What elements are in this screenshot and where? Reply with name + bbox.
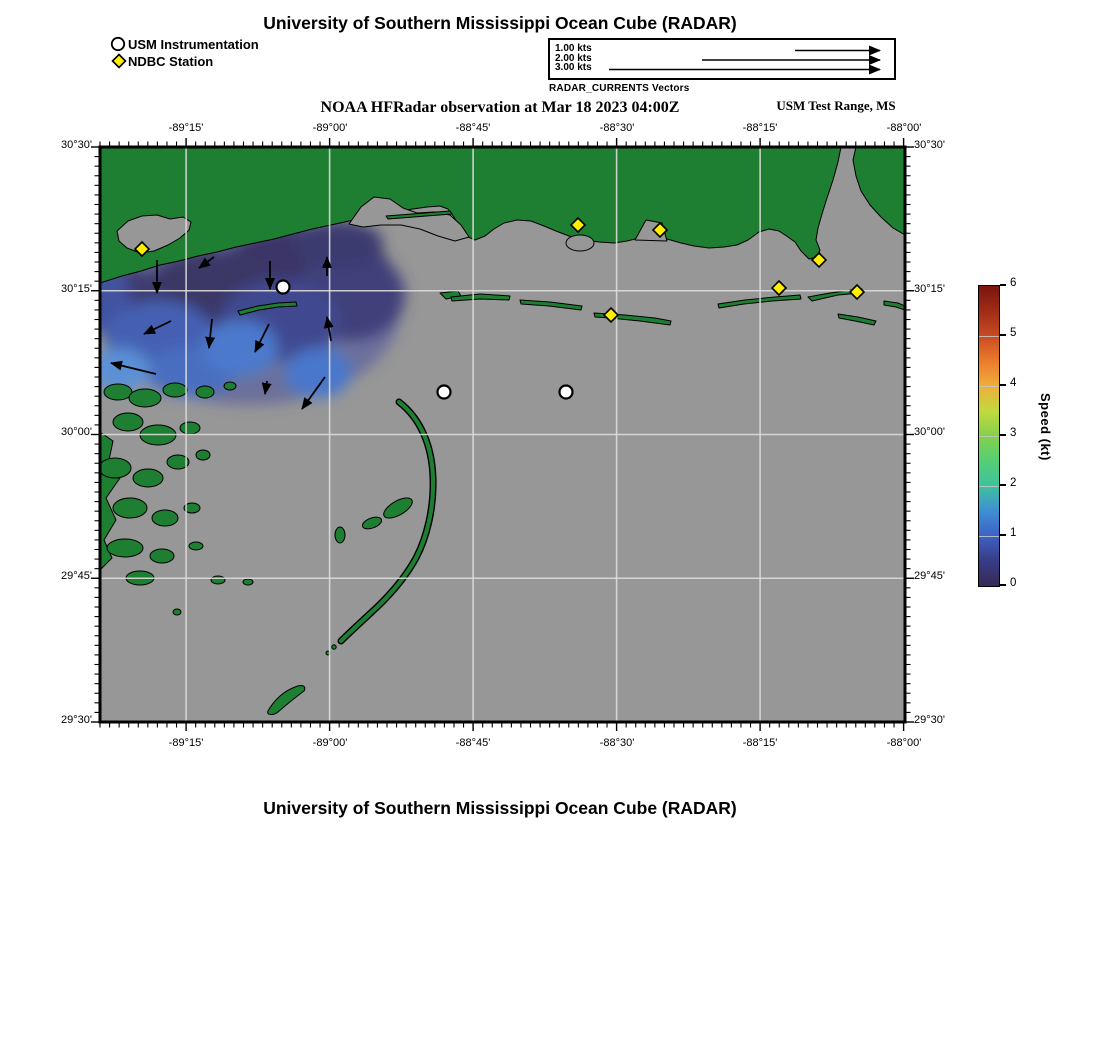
colorbar-tick — [1000, 484, 1006, 486]
lon-label-top: -88°00' — [886, 122, 922, 134]
usm-station-marker — [560, 386, 573, 399]
lon-label-bottom: -89°00' — [312, 737, 348, 749]
colorbar-label: 2 — [1010, 477, 1017, 489]
legend-ndbc-label: NDBC Station — [128, 54, 214, 69]
bay-pond — [566, 235, 594, 251]
usm-instrumentation-icon — [110, 36, 126, 52]
lat-label-left: 30°15' — [61, 283, 92, 295]
lat-label-right: 29°45' — [914, 570, 945, 582]
map-canvas — [88, 135, 917, 734]
lon-label-top: -88°15' — [742, 122, 778, 134]
range-label: USM Test Range, MS — [776, 98, 896, 113]
lat-label-left: 29°30' — [61, 714, 92, 726]
colorbar-tick — [1000, 434, 1006, 436]
lat-label-right: 30°00' — [914, 426, 945, 438]
lat-label-right: 30°30' — [914, 139, 945, 151]
colorbar-label: 4 — [1010, 377, 1017, 389]
lon-label-top: -88°45' — [455, 122, 491, 134]
lon-label-top: -89°00' — [312, 122, 348, 134]
ndbc-station-icon — [111, 53, 127, 69]
lat-label-right: 30°15' — [914, 283, 945, 295]
vector-scale-labels: 1.00 kts 2.00 kts 3.00 kts — [555, 43, 592, 74]
colorbar-tick — [1000, 334, 1006, 336]
figure-title-bottom: University of Southern Mississippi Ocean Cube (RADAR) — [263, 798, 737, 818]
lat-label-left: 30°00' — [61, 426, 92, 438]
lon-label-top: -89°15' — [168, 122, 204, 134]
usm-station-marker — [277, 281, 290, 294]
colorbar-tick — [1000, 384, 1006, 386]
colorbar-label: 0 — [1010, 577, 1017, 589]
colorbar-label: 3 — [1010, 427, 1017, 439]
legend-usm-label: USM Instrumentation — [128, 37, 259, 52]
colorbar-title: Speed (kt) — [1038, 393, 1053, 461]
lat-label-right: 29°30' — [914, 714, 945, 726]
usm-station-marker — [438, 386, 451, 399]
lat-label-left: 29°45' — [61, 570, 92, 582]
figure-title-top: University of Southern Mississippi Ocean Cube (RADAR) — [263, 13, 737, 33]
lon-label-bottom: -89°15' — [168, 737, 204, 749]
lat-label-left: 30°30' — [61, 139, 92, 151]
colorbar-label: 5 — [1010, 327, 1017, 339]
lon-label-bottom: -88°45' — [455, 737, 491, 749]
colorbar-tick — [1000, 584, 1006, 586]
lon-label-bottom: -88°15' — [742, 737, 778, 749]
colorbar-tick — [1000, 534, 1006, 536]
vector-scale-arrows — [550, 40, 894, 78]
vector-scale-box — [548, 38, 896, 80]
lon-label-bottom: -88°30' — [599, 737, 635, 749]
vector-scale-caption: RADAR_CURRENTS Vectors — [549, 83, 690, 94]
lon-label-top: -88°30' — [599, 122, 635, 134]
colorbar-label: 1 — [1010, 527, 1017, 539]
observation-subtitle: NOAA HFRadar observation at Mar 18 2023 04:00Z — [320, 99, 680, 116]
lon-label-bottom: -88°00' — [886, 737, 922, 749]
speed-colorbar — [978, 285, 1000, 587]
colorbar-label: 6 — [1010, 277, 1017, 289]
colorbar-tick — [1000, 284, 1006, 286]
